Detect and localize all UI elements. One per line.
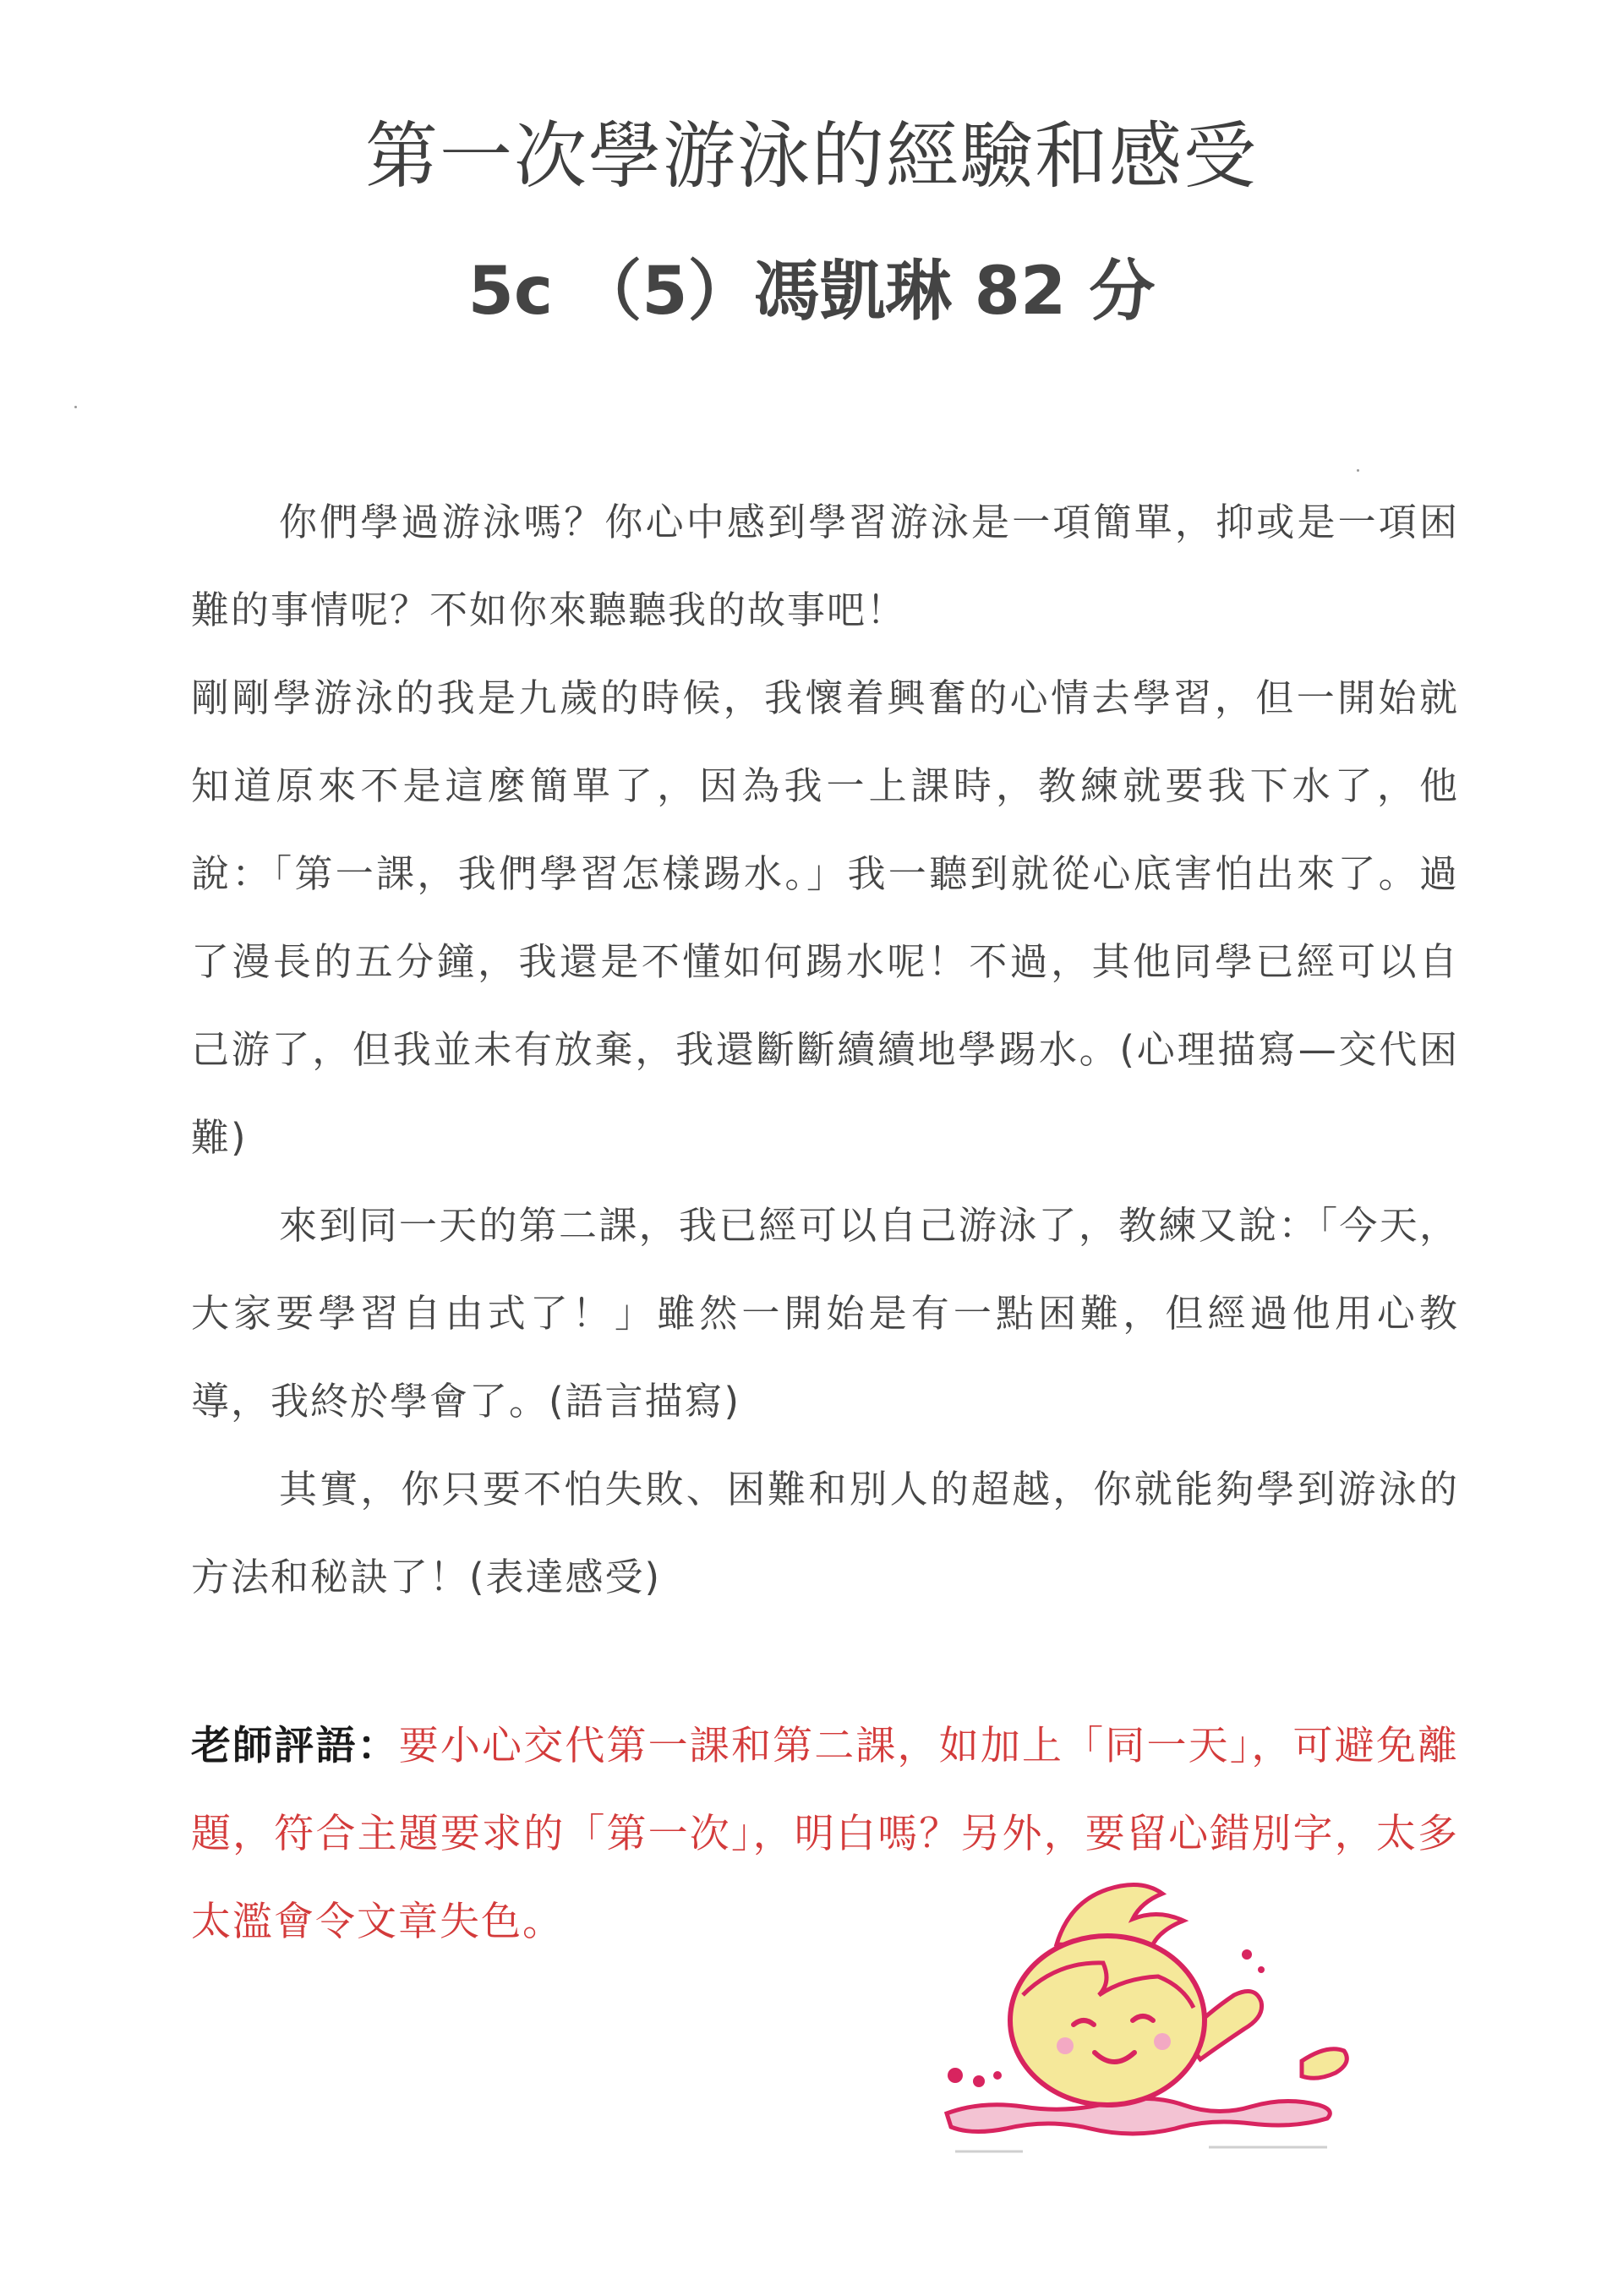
- scan-speck: [74, 406, 77, 408]
- teacher-comment-label: 老師評語：: [191, 1723, 399, 1769]
- teacher-comment-text: 要小心交代第一課和第二課，如加上「同一天」，可避免離題，符合主題要求的「第一次」，明白嗎？另外，要留心錯別字，太多太濫會令文章失色。: [191, 1723, 1459, 1945]
- swimming-girl-illustration: [930, 1860, 1369, 2164]
- essay-paragraph-3: 來到同一天的第二課，我已經可以自己游泳了，教練又說：「今天，大家要學習自由式了！」雖然一開始是有一點困難，但經過他用心教導，我終於學會了。(語言描寫): [191, 1203, 1459, 1424]
- head-shape: [1010, 1936, 1205, 2105]
- scan-speck: [1357, 469, 1359, 472]
- essay-paragraph-1: 你們學過游泳嗎？你心中感到學習游泳是一項簡單，抑或是一項困難的事情呢？不如你來聽聽我的故事吧！: [191, 500, 1459, 632]
- essay-body: [191, 478, 1459, 1621]
- essay-paragraph-4: 其實，你只要不怕失敗、困難和別人的超越，你就能夠學到游泳的方法和秘訣了！(表達感受): [191, 1467, 1459, 1599]
- essay-title: 第一次學游泳的經驗和感受: [365, 114, 1258, 199]
- essay-subtitle: 5c （5）馮凱琳 82 分: [467, 254, 1156, 330]
- essay-paragraph-2: 剛剛學游泳的我是九歲的時候，我懷着興奮的心情去學習，但一開始就知道原來不是這麼簡單了，因為我一上課時，教練就要我下水了，他說：「第一課，我們學習怎樣踢水。」我一聽到就從心底害怕出來了。過了漫長的五分鐘，我還是不懂如何踢水呢！不過，其他同學已經可以自己游了，但我並未有放棄，我還斷斷續續地學踢水。(心理描寫—交代困難): [191, 675, 1459, 1160]
- foot-shape: [1302, 2049, 1347, 2079]
- water-splash-icon: [947, 2098, 1330, 2134]
